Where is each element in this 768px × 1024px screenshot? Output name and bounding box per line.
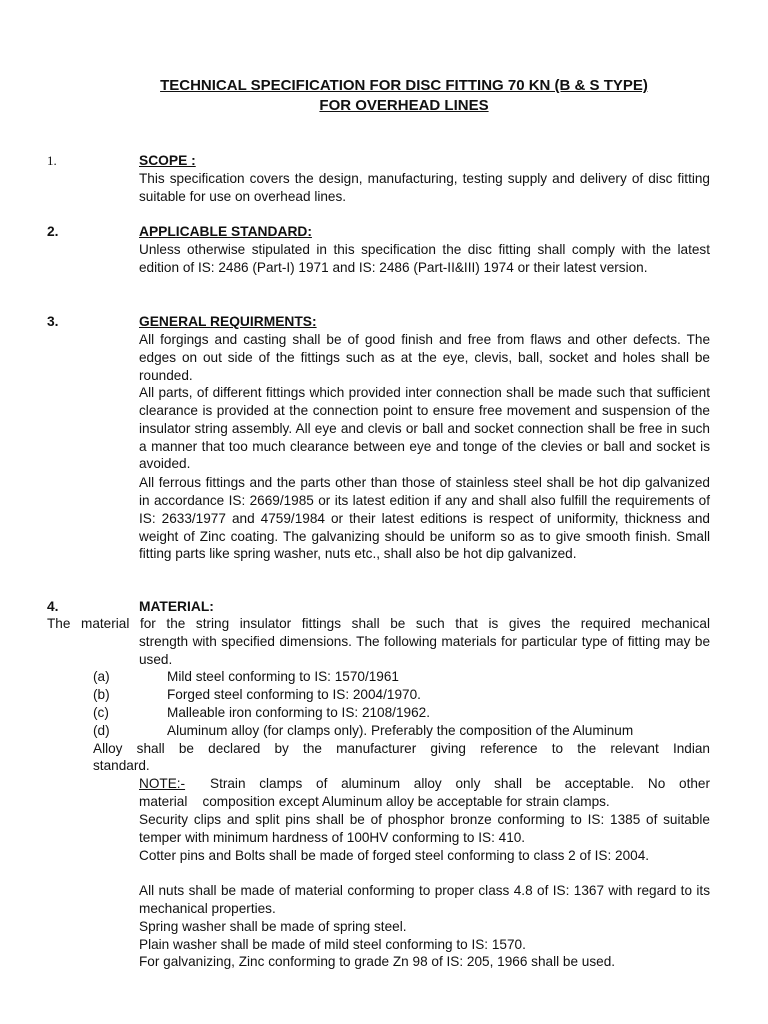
material-item-b-text: Forged steel conforming to IS: 2004/1970. [167, 687, 421, 702]
note-line2: material composition except Aluminum alloy be acceptable for strain clamps. [139, 794, 610, 809]
material-item-a-text: Mild steel conforming to IS: 1570/1961 [167, 669, 399, 684]
section-3-paragraph-2: All parts, of different fittings which provided inter connection shall be made such that sufficient clearance is provided at the connection point to ensure free movement and suspension of the insulator string assembly. All eye and clevis or ball and socket connection shall be free in such a manner that too much clearance between eye and tonge of the clevies or ball and socket is avoided. [139, 385, 710, 472]
document-title-line2: FOR OVERHEAD LINES [319, 97, 489, 114]
note-label: NOTE:- [139, 776, 186, 791]
material-paragraph-galvanizing: For galvanizing, Zinc conforming to grade Zn 98 of IS: 205, 1966 shall be used. [139, 954, 616, 969]
material-item-a-label: (a) [93, 669, 110, 684]
section-3-paragraph-3: All ferrous fittings and the parts other than those of stainless steel shall be hot dip galvanized in accordance IS: 2669/1985 or its latest edition if any and shall also fulfill the requirements of IS: 2633/1977 and 4759/1984 or their latest editions is respect of uniformity, thickness and weight of Zinc coating. The galvanizing should be uniform so as to give smooth finish. Small fitting parts like spring washer, nuts etc., shall also be hot dip galvanized. [139, 475, 710, 562]
section-4-intro-rest: strength with specified dimensions. The following materials for particular type of fitting may be used. [139, 634, 710, 667]
document-title-line1: TECHNICAL SPECIFICATION FOR DISC FITTING 70 KN (B & S TYPE) [160, 77, 648, 94]
section-2-number: 2. [47, 224, 59, 239]
section-4-intro-lead: The material for the string insulator fittings shall be such that is gives the required mechanical [47, 616, 710, 631]
section-3-paragraph-1: All forgings and casting shall be of good finish and free from flaws and other defects. The edges on out side of the fittings such as at the eye, clevis, ball, socket and holes shall be rounded. [139, 332, 710, 383]
material-paragraph-plain-washer: Plain washer shall be made of mild steel conforming to IS: 1570. [139, 937, 526, 952]
section-4-number: 4. [47, 599, 59, 614]
note-line1: Strain clamps of aluminum alloy only shall be acceptable. No other [210, 776, 710, 791]
material-paragraph-nuts: All nuts shall be made of material conforming to proper class 4.8 of IS: 1367 with regard to its mechanical properties. [139, 883, 710, 916]
section-4-heading: MATERIAL: [139, 599, 214, 614]
material-paragraph-spring-washer: Spring washer shall be made of spring steel. [139, 919, 407, 934]
material-item-d-label: (d) [93, 723, 110, 738]
material-item-d-line2: Alloy shall be declared by the manufacturer giving reference to the relevant Indian [93, 741, 710, 756]
section-1-heading: SCOPE : [139, 153, 196, 168]
material-item-d-line3: standard. [93, 758, 150, 773]
section-1-paragraph: This specification covers the design, manufacturing, testing supply and delivery of disc fitting suitable for use on overhead lines. [139, 171, 710, 204]
section-3-number: 3. [47, 314, 59, 329]
material-paragraph-cotter-pins: Cotter pins and Bolts shall be made of forged steel conforming to class 2 of IS: 2004. [139, 848, 650, 863]
section-2-paragraph: Unless otherwise stipulated in this specification the disc fitting shall comply with the latest edition of IS: 2486 (Part-I) 1971 and IS: 2486 (Part-II&III) 1974 or their latest version. [139, 242, 710, 275]
material-item-d-text: Aluminum alloy (for clamps only). Preferably the composition of the Aluminum [167, 723, 634, 738]
material-paragraph-security-clips: Security clips and split pins shall be of phosphor bronze conforming to IS: 1385 of suitable temper with minimum hardness of 100HV conforming to IS: 410. [139, 812, 710, 845]
material-item-b-label: (b) [93, 687, 110, 702]
material-item-c-text: Malleable iron conforming to IS: 2108/1962. [167, 705, 430, 720]
section-1-number: 1. [47, 153, 57, 168]
material-item-c-label: (c) [93, 705, 109, 720]
section-3-heading: GENERAL REQUIRMENTS: [139, 314, 317, 329]
section-2-heading: APPLICABLE STANDARD: [139, 224, 312, 239]
